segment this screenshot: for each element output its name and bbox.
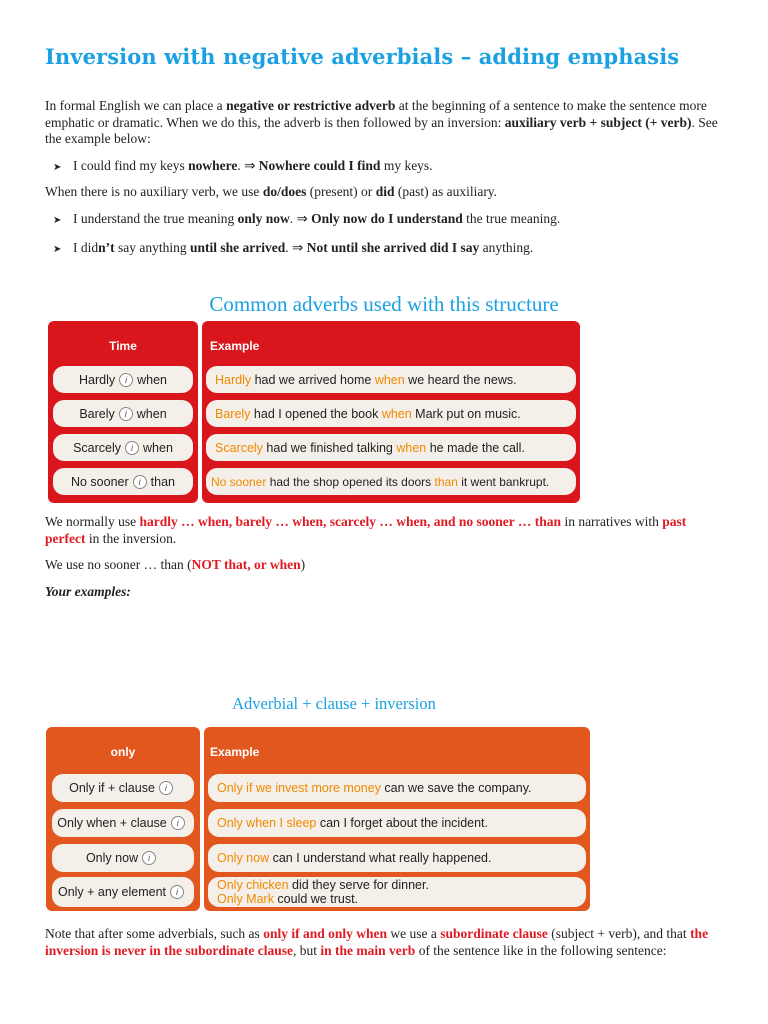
aux-note	[45, 184, 725, 201]
example-pill-scarcely	[206, 434, 576, 461]
text: In formal English we can place a	[45, 98, 227, 113]
bold-text: only now	[237, 211, 290, 226]
example-header: Example	[210, 339, 260, 353]
no-sooner-note	[45, 557, 725, 574]
highlight-text: when	[396, 440, 427, 455]
bold-text: Only now do I understand	[311, 211, 463, 226]
arrow-bullet-icon: ➤	[53, 162, 62, 173]
text: I understand the true meaning	[73, 211, 238, 226]
text: of the sentence like in the following sentence:	[415, 942, 667, 958]
info-icon[interactable]: i	[119, 373, 133, 387]
section-title-adverbial-clause: Adverbial + clause + inversion	[232, 694, 436, 713]
text: at the beginning of a sentence to make the sentence more emphatic or dramatic. When we do this, the adverb is then followed by an inversion:	[45, 98, 707, 130]
your-examples-label: Your examples:	[45, 584, 131, 599]
example-pill-only-if	[208, 774, 586, 802]
info-icon[interactable]: i	[170, 885, 184, 899]
text: in narratives with	[561, 514, 663, 529]
text: (subject + verb), and that	[547, 926, 691, 941]
text: , but	[293, 942, 321, 958]
bullet-example-3	[53, 240, 533, 258]
red-text: past perfect	[45, 514, 687, 546]
bold-text: until she arrived	[190, 240, 286, 255]
arrow-bullet-icon: ➤	[53, 215, 62, 226]
text: . ⇒	[285, 240, 307, 255]
highlight-text: No sooner	[211, 474, 267, 489]
red-text: NOT that, or when	[191, 557, 301, 572]
only-header: only	[110, 745, 136, 759]
highlight-text: Only chicken	[217, 878, 289, 892]
example-pill-only-when	[208, 809, 586, 837]
text: had we arrived home	[251, 372, 375, 387]
bold-text: Nowhere could I find	[258, 158, 381, 173]
bold-text: auxiliary verb + subject (+ verb)	[504, 114, 692, 130]
text: in the inversion.	[85, 530, 177, 546]
highlight-text: when	[381, 406, 412, 421]
highlight-text: Only if we invest more money	[217, 781, 381, 795]
intro-paragraph	[45, 98, 725, 148]
normally-use-paragraph	[45, 514, 725, 547]
text: We normally use	[45, 514, 140, 529]
text: can I forget about the incident.	[316, 816, 489, 830]
subordinate-clause-note	[45, 926, 725, 959]
highlight-text: Only now	[217, 851, 270, 865]
adverb-pill-scarcely	[53, 434, 193, 461]
arrow-bullet-icon: ➤	[53, 244, 62, 255]
text: Note that after some adverbials, such as	[45, 926, 264, 941]
text: had the shop opened its doors	[266, 474, 435, 489]
text: he made the call.	[426, 440, 525, 455]
text: it went bankrupt.	[457, 474, 550, 489]
info-icon[interactable]: i	[159, 781, 173, 795]
text: . ⇒	[237, 158, 259, 173]
info-icon[interactable]: i	[171, 816, 185, 830]
bullet-example-1	[53, 158, 433, 176]
text: Mark put on music.	[411, 406, 521, 421]
adverb-text: Hardly	[78, 372, 116, 387]
only-label: Only + any element	[57, 885, 167, 899]
text: can we save the company.	[380, 781, 532, 795]
conj-text: when	[137, 372, 167, 387]
highlight-text: Scarcely	[215, 440, 263, 455]
bold-text: do/does	[262, 184, 307, 199]
text: my keys.	[380, 158, 433, 173]
text: the true meaning.	[462, 211, 561, 226]
highlight-text: than	[434, 474, 458, 489]
only-label: Only when + clause	[57, 816, 167, 830]
time-header: Time	[109, 339, 137, 353]
red-text: the inversion is never in the subordinate clause	[45, 926, 709, 958]
example-pill-only-element	[208, 877, 586, 907]
conj-text: when	[143, 440, 173, 455]
text: I could find my keys	[73, 158, 189, 173]
common-adverbs-table	[48, 321, 580, 503]
text: )	[300, 557, 306, 572]
text: we use a	[386, 926, 441, 941]
example-line	[217, 892, 358, 906]
info-icon[interactable]: i	[119, 407, 133, 421]
only-label: Only now	[85, 851, 139, 865]
conj-text: than	[150, 474, 176, 489]
adverb-text: Barely	[79, 406, 115, 421]
text: we heard the news.	[404, 372, 517, 387]
bold-text: Not until she arrived did I say	[306, 240, 480, 255]
example-pill-hardly	[206, 366, 576, 393]
text: . See the example below:	[45, 114, 718, 146]
highlight-text: Hardly	[215, 372, 252, 387]
bold-text: nowhere	[188, 158, 238, 173]
page-title: Inversion with negative adverbials – adding emphasis	[45, 44, 680, 69]
text: had we finished talking	[262, 440, 397, 455]
only-pill-when-clause	[52, 809, 194, 837]
example-pill-no-sooner	[206, 468, 576, 495]
info-icon[interactable]: i	[125, 441, 139, 455]
adverb-pill-no-sooner	[53, 468, 193, 495]
text: When there is no auxiliary verb, we use	[45, 184, 263, 199]
highlight-text: Barely	[215, 406, 251, 421]
example-pill-barely	[206, 400, 576, 427]
red-text: in the main verb	[320, 942, 416, 958]
adverb-pill-hardly	[53, 366, 193, 393]
bold-text: negative or restrictive adverb	[226, 98, 396, 113]
text: . ⇒	[289, 211, 312, 226]
only-pill-now	[52, 844, 194, 872]
text: had I opened the book	[250, 406, 382, 421]
only-pill-if-clause	[52, 774, 194, 802]
text: I did	[73, 240, 99, 255]
text: can I understand what really happened.	[269, 851, 492, 865]
text: did they serve for dinner.	[288, 878, 429, 892]
highlight-text: Only Mark	[217, 892, 274, 906]
adverb-text: Scarcely	[73, 440, 122, 455]
highlight-text: when	[374, 372, 405, 387]
bold-text: n’t	[98, 240, 115, 255]
text: anything.	[479, 240, 534, 255]
bold-text: did	[375, 184, 395, 199]
example-header: Example	[210, 745, 260, 759]
adverbial-clause-table	[46, 727, 590, 911]
info-icon[interactable]: i	[133, 475, 147, 489]
red-text: only if and only when	[263, 926, 387, 941]
text: say anything	[114, 240, 190, 255]
info-icon[interactable]: i	[142, 851, 156, 865]
red-text: subordinate clause	[440, 926, 548, 941]
highlight-text: Only when I sleep	[217, 816, 317, 830]
example-line	[217, 878, 429, 892]
adverb-pill-barely	[53, 400, 193, 427]
only-label: Only if + clause	[69, 781, 155, 795]
bullet-example-2	[53, 211, 560, 229]
conj-text: when	[136, 406, 167, 421]
section-title-common-adverbs: Common adverbs used with this structure	[209, 292, 559, 316]
only-pill-any-element	[52, 877, 194, 907]
red-text: hardly … when, barely … when, scarcely … when, and no sooner … than	[139, 514, 562, 529]
text: could we trust.	[273, 892, 359, 906]
example-pill-only-now	[208, 844, 586, 872]
text: We use no sooner … than (	[45, 557, 192, 572]
adverb-text: No sooner	[70, 474, 129, 489]
text: (past) as auxiliary.	[394, 184, 498, 199]
text: (present) or	[306, 184, 376, 199]
